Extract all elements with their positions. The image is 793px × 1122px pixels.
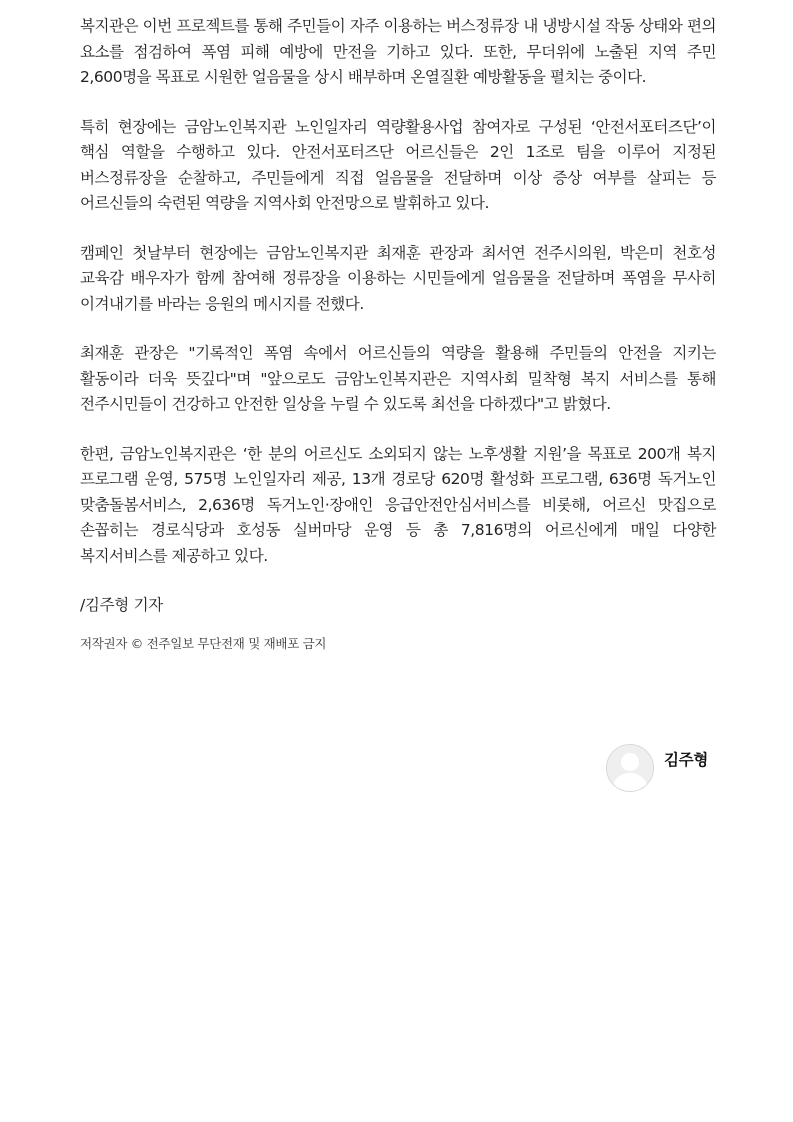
article-body (80, 14, 716, 654)
article-paragraph-2: 특히 현장에는 금암노인복지관 노인일자리 역량활용사업 참여자로 구성된 ‘안전서포터즈단’이 핵심 역할을 수행하고 있다. 안전서포터즈단 어르신들은 2인 1조로 팀을 이루어 지정된 버스정류장을 순찰하고, 주민들에게 직접 얼음물을 전달하며 이상 증상 여부를 살피는 등 어르신들의 숙련된 역량을 지역사회 안전망으로 발휘하고 있다. (80, 117, 716, 212)
author-profile[interactable] (606, 744, 708, 792)
author-name[interactable]: 김주형 (664, 751, 709, 769)
article-paragraph-5: 한편, 금암노인복지관은 ‘한 분의 어르신도 소외되지 않는 노후생활 지원’을 목표로 200개 복지 프로그램 운영, 575명 노인일자리 제공, 13개 경로당 620명 활성화 프로그램, 636명 독거노인 맞춤돌봄서비스, 2,636명 독거노인·장애인 응급안전안심서비스를 비롯해, 어르신 맛집으로 손꼽히는 경로식당과 호성동 실버마당 운영 등 총 7,816명의 어르신에게 매일 다양한 복지서비스를 제공하고 있다. (80, 444, 716, 565)
article-paragraph-1: 복지관은 이번 프로젝트를 통해 주민들이 자주 이용하는 버스정류장 내 냉방시설 작동 상태와 편의 요소를 점검하여 폭염 피해 예방에 만전을 기하고 있다. 또한, 무더위에 노출된 지역 주민 2,600명을 목표로 시원한 얼음물을 상시 배부하며 온열질환 예방활동을 펼치는 중이다. (80, 17, 716, 86)
article-paragraph-4: 최재훈 관장은 "기록적인 폭염 속에서 어르신들의 역량을 활용해 주민들의 안전을 지키는 활동이라 더욱 뜻깊다"며 "앞으로도 금암노인복지관은 지역사회 밀착형 복지 서비스를 통해 전주시민들이 건강하고 안전한 일상을 누릴 수 있도록 최선을 다하겠다"고 밝혔다. (80, 344, 716, 413)
article-paragraph-3: 캠페인 첫날부터 현장에는 금암노인복지관 최재훈 관장과 최서연 전주시의원, 박은미 천호성 교육감 배우자가 함께 참여해 정류장을 이용하는 시민들에게 얼음물을 전달하며 폭염을 무사히 이겨내기를 바라는 응원의 메시지를 전했다. (80, 243, 716, 313)
copyright-notice: 저작권자 © 전주일보 무단전재 및 재배포 금지 (80, 636, 327, 651)
reporter-byline: /김주형 기자 (80, 596, 163, 614)
user-avatar-icon[interactable] (606, 744, 654, 792)
